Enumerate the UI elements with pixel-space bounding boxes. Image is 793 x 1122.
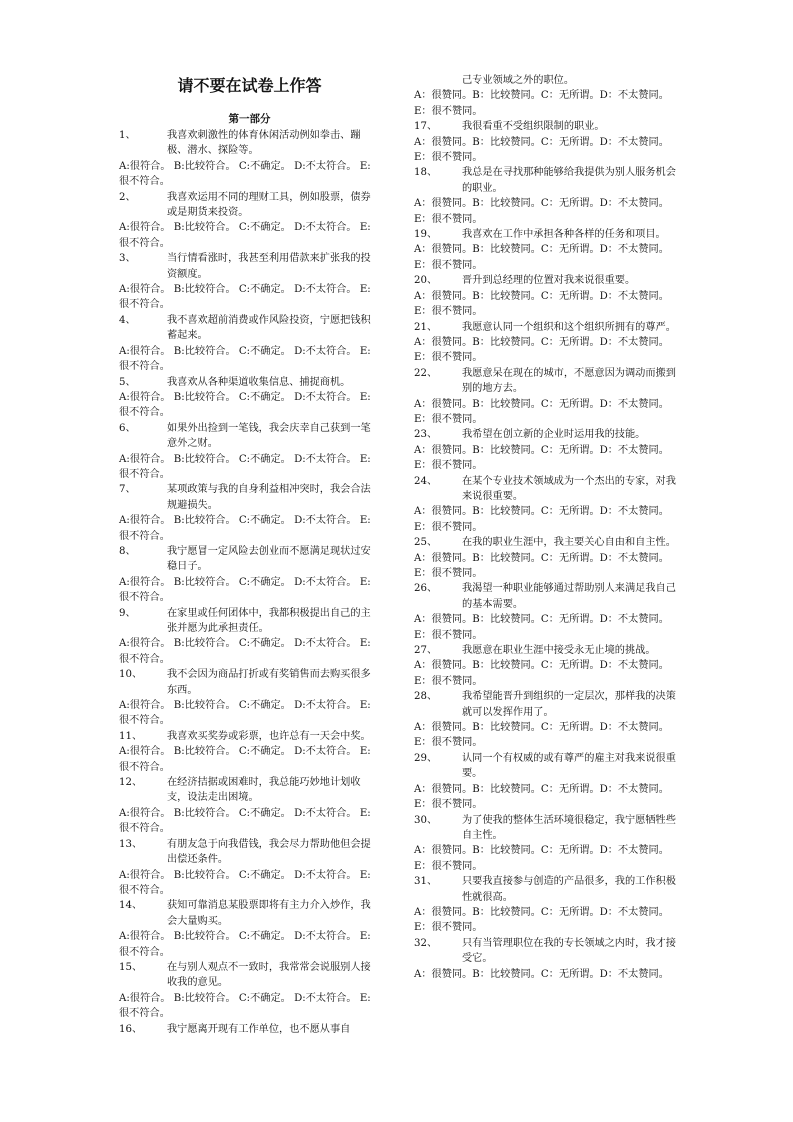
- question-item: [414, 813, 676, 875]
- question-text: 我喜欢运用不同的理财工具，例如股票，债券或是期货来投资。: [167, 191, 371, 219]
- question-item: [119, 729, 380, 775]
- question-text: 我愿意在职业生涯中接受永无止境的挑战。: [462, 645, 656, 657]
- question-number: 7、: [119, 484, 136, 496]
- question-item: [414, 165, 676, 227]
- question-text: 认同一个有权威的或有尊严的雇主对我来说很重要。: [462, 752, 676, 780]
- question-text: 在某个专业技术领域成为一个杰出的专家，对我来说很重要。: [462, 475, 676, 502]
- question-item: [119, 667, 380, 729]
- question-item: [414, 366, 676, 428]
- question-text: 当行情看涨时，我甚至利用借款来扩张我的投资额度。: [167, 253, 371, 280]
- question-options: A:很符合。 B:比较符合。 C:不确定。 D:不太符合。 E:很不符合。: [119, 992, 371, 1020]
- question-options: A:很符合。 B:比较符合。 C:不确定。 D:不太符合。 E:很不符合。: [119, 576, 371, 604]
- question-item: [414, 643, 676, 689]
- question-text: 我渴望一种职业能够通过帮助别人来满足我自己的基本需要。: [462, 583, 676, 610]
- question-item: [414, 689, 676, 751]
- question-text: 我愿意认同一个组织和这个组织所拥有的尊严。: [462, 321, 676, 333]
- question-item: [414, 936, 676, 982]
- question-options: A：很赞同。B：比较赞同。C：无所谓。D：不太赞同。E：很不赞同。: [414, 290, 669, 318]
- question-item: [119, 837, 380, 899]
- question-list-left: [119, 128, 380, 1037]
- question-item: [414, 119, 676, 165]
- question-text: 我很看重不受组织限制的职业。: [462, 121, 605, 133]
- question-options: A：很赞同。B：比较赞同。C：无所谓。D：不太赞同。E：很不赞同。: [414, 90, 669, 117]
- question-number: 13、: [119, 838, 143, 850]
- question-text: 我希望在创立新的企业时运用我的技能。: [462, 429, 646, 441]
- question-item: [414, 581, 676, 643]
- question-options: A:很符合。 B:比较符合。 C:不确定。 D:不太符合。 E:很不符合。: [119, 700, 371, 727]
- question-options: A：很赞同。B：比较赞同。C：无所谓。D：不太赞同。E：很不赞同。: [414, 336, 669, 364]
- question-number: 27、: [414, 645, 438, 657]
- question-options: A：很赞同。B：比较赞同。C：无所谓。D：不太赞同。E：很不赞同。: [414, 845, 669, 872]
- question-number: 24、: [414, 475, 438, 487]
- question-options: A：很赞同。B：比较赞同。C：无所谓。D：不太赞同。E：很不赞同。: [414, 783, 669, 811]
- question-text: 我不喜欢超前消费或作风险投资，宁愿把钱积蓄起来。: [167, 314, 371, 342]
- question-number: 23、: [414, 429, 438, 441]
- question-item: [414, 320, 676, 366]
- question-options: A:很符合。 B:比较符合。 C:不确定。 D:不太符合。 E:很不符合。: [119, 869, 371, 896]
- question-options: A:很符合。 B:比较符合。 C:不确定。 D:不太符合。 E:很不符合。: [119, 931, 371, 958]
- question-item: [414, 751, 676, 813]
- question-options: A:很符合。 B:比较符合。 C:不确定。 D:不太符合。 E:很不符合。: [119, 453, 371, 480]
- page-title: 请不要在试卷上作答: [177, 76, 322, 95]
- question-text: 我喜欢买奖券或彩票，也许总有一天会中奖。: [167, 730, 371, 742]
- question-items-right: [414, 119, 676, 982]
- question-text: 有朋友急于向我借钱，我会尽力帮助他但会提出偿还条件。: [167, 838, 371, 866]
- question-options: A:很符合。 B:比较符合。 C:不确定。 D:不太符合。 E:很不符合。: [119, 807, 371, 835]
- question-number: 26、: [414, 583, 438, 595]
- question-options: A：很赞同。B：比较赞同。C：无所谓。D：不太赞同。: [414, 968, 669, 980]
- question-number: 11、: [119, 730, 143, 742]
- question-options: A：很赞同。B：比较赞同。C：无所谓。D：不太赞同。E：很不赞同。: [414, 552, 669, 579]
- question-number: 29、: [414, 752, 438, 764]
- question-options: A：很赞同。B：比较赞同。C：无所谓。D：不太赞同。E：很不赞同。: [414, 506, 669, 533]
- question-item: [414, 227, 676, 273]
- question-number: 22、: [414, 367, 438, 379]
- question-number: 30、: [414, 814, 438, 826]
- question-number: 19、: [414, 229, 438, 241]
- question-options: A:很符合。 B:比较符合。 C:不确定。 D:不太符合。 E:很不符合。: [119, 391, 371, 419]
- question-text: 获知可靠消息某股票即将有主力介入炒作，我会大量购买。: [167, 900, 371, 927]
- question-options: A:很符合。 B:比较符合。 C:不确定。 D:不太符合。 E:很不符合。: [119, 160, 371, 188]
- question-options: A：很赞同。B：比较赞同。C：无所谓。D：不太赞同。E：很不赞同。: [414, 444, 669, 472]
- question-item: [414, 427, 676, 473]
- question-item: [119, 898, 380, 960]
- question-continuation: 己专业领域之外的职位。: [462, 75, 575, 86]
- question-text: 我宁愿离开现有工作单位，也不愿从事自: [167, 1023, 351, 1035]
- question-item: [119, 251, 380, 313]
- question-options: A：很赞同。B：比较赞同。C：无所谓。D：不太赞同。E：很不赞同。: [414, 660, 669, 687]
- question-number: 15、: [119, 961, 143, 973]
- question-text: 在我的职业生涯中，我主要关心自由和自主性。: [462, 537, 676, 549]
- question-item: [119, 128, 380, 190]
- question-options: A：很赞同。B：比较赞同。C：无所谓。D：不太赞同。E：很不赞同。: [414, 722, 669, 749]
- question-item: [119, 313, 380, 375]
- question-item: [414, 273, 676, 319]
- question-text: 只要我直接参与创造的产品很多，我的工作积极性就很高。: [462, 876, 676, 903]
- question-item: [119, 482, 380, 544]
- question-number: 28、: [414, 691, 438, 703]
- question-item: [119, 544, 380, 606]
- question-options: A：很赞同。B：比较赞同。C：无所谓。D：不太赞同。E：很不赞同。: [414, 198, 669, 225]
- question-number: 25、: [414, 537, 438, 549]
- question-number: 18、: [414, 167, 438, 179]
- question-text: 我喜欢从各种渠道收集信息、捕捉商机。: [167, 376, 351, 388]
- question-options: A:很符合。 B:比较符合。 C:不确定。 D:不太符合。 E:很不符合。: [119, 284, 371, 311]
- question-text: 只有当管理职位在我的专长领域之内时，我才接受它。: [462, 937, 676, 965]
- question-number: 21、: [414, 321, 438, 333]
- question-item: [119, 960, 380, 1022]
- question-text: 我希望能晋升到组织的一定层次，那样我的决策就可以发挥作用了。: [462, 691, 676, 718]
- question-options: A:很符合。 B:比较符合。 C:不确定。 D:不太符合。 E:很不符合。: [119, 222, 371, 249]
- question-item: [119, 1022, 380, 1037]
- question-options: A：很赞同。B：比较赞同。C：无所谓。D：不太赞同。E：很不赞同。: [414, 906, 669, 934]
- question-list-right: [414, 73, 676, 982]
- question-text: 晋升到总经理的位置对我来说很重要。: [462, 275, 636, 287]
- question-options: A:很符合。 B:比较符合。 C:不确定。 D:不太符合。 E:很不符合。: [119, 515, 371, 542]
- question-item: [119, 375, 380, 421]
- question-item: [414, 874, 676, 936]
- question-text: 如果外出捡到一笔钱，我会庆幸自己获到一笔意外之财。: [167, 422, 371, 450]
- question-number: 16、: [119, 1023, 143, 1035]
- question-item: [119, 606, 380, 668]
- question-options: A:很符合。 B:比较符合。 C:不确定。 D:不太符合。 E:很不符合。: [119, 746, 371, 773]
- question-text: 我宁愿冒一定风险去创业而不愿满足现状过安稳日子。: [167, 545, 371, 573]
- question-number: 6、: [119, 422, 136, 434]
- question-item: [119, 775, 380, 837]
- question-item: [414, 474, 676, 536]
- section-heading: 第一部分: [228, 113, 271, 125]
- question-number: 3、: [119, 253, 136, 265]
- question-options: A：很赞同。B：比较赞同。C：无所谓。D：不太赞同。E：很不赞同。: [414, 614, 669, 641]
- question-number: 5、: [119, 376, 136, 388]
- question-options: A:很符合。 B:比较符合。 C:不确定。 D:不太符合。 E:很不符合。: [119, 638, 371, 665]
- question-options: A：很赞同。B：比较赞同。C：无所谓。D：不太赞同。E：很不赞同。: [414, 136, 669, 164]
- question-number: 14、: [119, 900, 143, 912]
- question-text: 我愿意呆在现在的城市，不愿意因为调动而搬到别的地方去。: [462, 367, 676, 395]
- question-item: [414, 535, 676, 581]
- question-item: [119, 421, 380, 483]
- question-number: 12、: [119, 777, 143, 789]
- question-options: A：很赞同。B：比较赞同。C：无所谓。D：不太赞同。E：很不赞同。: [414, 398, 669, 425]
- question-item: [119, 190, 380, 252]
- question-number: 31、: [414, 876, 438, 888]
- question-text: 我不会因为商品打折或有奖销售而去购买很多东西。: [167, 669, 371, 696]
- question-number: 4、: [119, 314, 136, 326]
- question-number: 20、: [414, 275, 438, 287]
- question-number: 32、: [414, 937, 438, 949]
- question-number: 9、: [119, 607, 136, 619]
- question-number: 17、: [414, 121, 438, 133]
- question-number: 10、: [119, 669, 143, 681]
- question-text: 在家里或任何团体中，我都积极提出自己的主张并愿为此承担责任。: [167, 607, 371, 634]
- question-text: 为了使我的整体生活环境很稳定，我宁愿牺牲些自主性。: [462, 814, 676, 841]
- question-text: 我总是在寻找那种能够给我提供为别人服务机会的职业。: [462, 167, 676, 194]
- question-options: A：很赞同。B：比较赞同。C：无所谓。D：不太赞同。E：很不赞同。: [414, 244, 669, 271]
- question-text: 某项政策与我的自身利益相冲突时，我会合法规避损失。: [167, 484, 371, 511]
- question-options: A:很符合。 B:比较符合。 C:不确定。 D:不太符合。 E:很不符合。: [119, 345, 371, 373]
- question-number: 2、: [119, 191, 136, 203]
- question-text: 我喜欢在工作中承担各种各样的任务和项目。: [462, 229, 666, 241]
- question-number: 8、: [119, 545, 136, 557]
- question-text: 我喜欢刺激性的体育休闲活动例如拳击、蹦极、潜水、探险等。: [167, 130, 361, 157]
- question-text: 在与别人观点不一致时，我常常会说服别人接收我的意见。: [167, 961, 371, 989]
- question-number: 1、: [119, 130, 136, 141]
- question-text: 在经济拮据或困难时，我总能巧妙地计划收支，设法走出困境。: [167, 777, 361, 804]
